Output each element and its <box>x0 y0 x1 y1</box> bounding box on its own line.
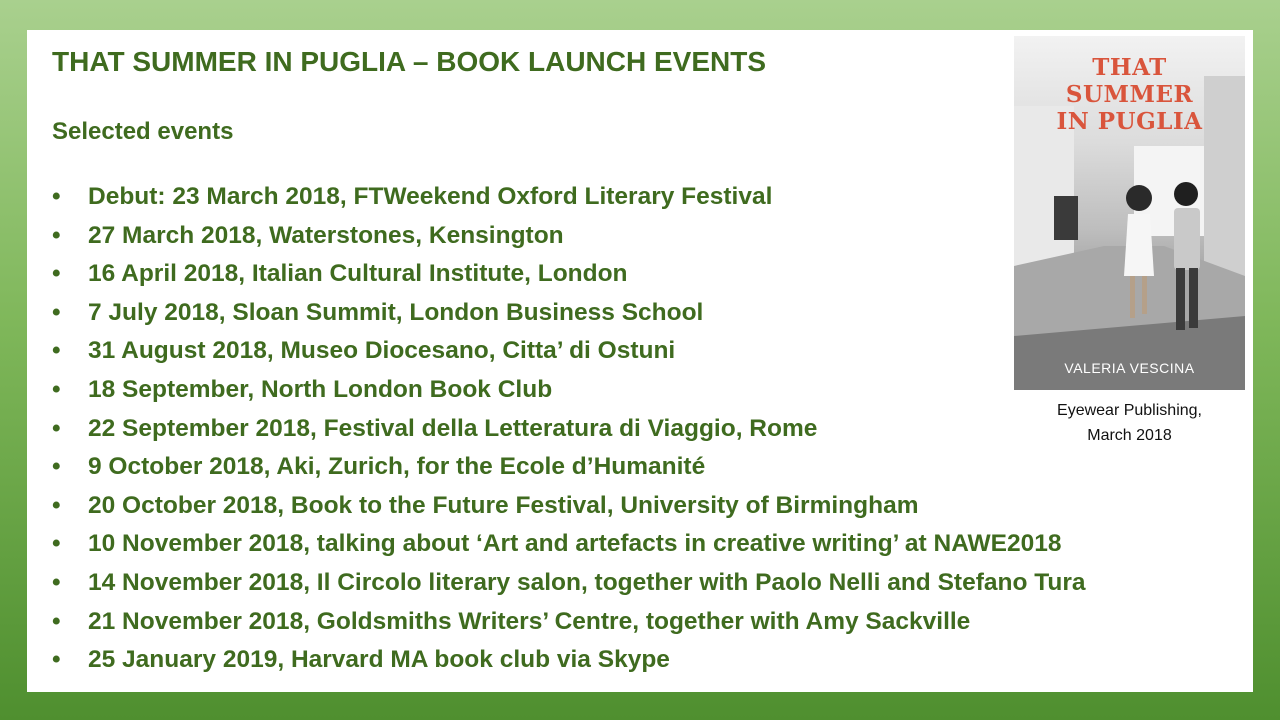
event-text: Debut: 23 March 2018, FTWeekend Oxford Literary Festival <box>88 183 773 210</box>
bullet-icon: • <box>52 646 61 674</box>
event-text: 21 November 2018, Goldsmiths Writers’ Centre, together with Amy Sackville <box>88 607 971 635</box>
man-leg <box>1189 268 1198 328</box>
caption-line: Eyewear Publishing, <box>1057 402 1202 419</box>
bullet-icon: • <box>52 298 61 326</box>
event-item <box>52 641 1086 680</box>
slide-title: THAT SUMMER IN PUGLIA – BOOK LAUNCH EVENTS <box>52 46 767 77</box>
doorway <box>1054 196 1078 240</box>
bullet-icon: • <box>52 260 61 288</box>
bullet-icon: • <box>52 607 61 635</box>
woman-leg <box>1130 276 1135 318</box>
event-text: 18 September, North London Book Club <box>88 375 553 403</box>
woman-leg <box>1142 276 1147 314</box>
event-text: 9 October 2018, Aki, Zurich, for the Ecole d’Humanité <box>88 453 706 481</box>
event-item <box>52 178 1086 217</box>
event-item <box>52 217 1086 256</box>
bullet-icon: • <box>52 530 61 558</box>
event-text: 31 August 2018, Museo Diocesano, Citta’ di Ostuni <box>88 337 676 365</box>
slide <box>27 30 1253 692</box>
event-item <box>52 525 1086 564</box>
event-item <box>52 487 1086 526</box>
event-item <box>52 564 1086 603</box>
bullet-icon: • <box>52 337 61 365</box>
woman-head <box>1126 185 1152 211</box>
slide-subtitle: Selected events <box>52 118 234 145</box>
cover-title-line: SUMMER <box>1065 81 1194 108</box>
book-cover-image <box>1014 36 1245 390</box>
man-head <box>1174 182 1198 206</box>
event-text: 14 November 2018, Il Circolo literary salon, together with Paolo Nelli and Stefano Tura <box>88 568 1086 596</box>
cover-caption <box>1014 398 1245 448</box>
woman-dress <box>1124 214 1154 276</box>
event-item <box>52 603 1086 642</box>
event-item <box>52 410 1086 449</box>
bullet-icon: • <box>52 491 61 519</box>
event-text: 22 September 2018, Festival della Letteratura di Viaggio, Rome <box>88 414 818 442</box>
event-text: 16 April 2018, Italian Cultural Institute, London <box>88 260 628 288</box>
event-item <box>52 448 1086 487</box>
event-text: 7 July 2018, Sloan Summit, London Business School <box>88 298 704 326</box>
bullet-icon: • <box>52 568 61 596</box>
event-text: 27 March 2018, Waterstones, Kensington <box>88 221 564 249</box>
event-item <box>52 332 1086 371</box>
bullet-icon: • <box>52 221 61 249</box>
cover-title-line: IN PUGLIA <box>1056 108 1203 135</box>
event-item <box>52 255 1086 294</box>
cover-title <box>1014 54 1245 135</box>
event-text: 25 January 2019, Harvard MA book club via Skype <box>88 646 670 674</box>
event-text: 10 November 2018, talking about ‘Art and artefacts in creative writing’ at NAWE2018 <box>88 530 1062 558</box>
man-leg <box>1176 268 1185 330</box>
man-shirt <box>1174 208 1200 270</box>
event-item <box>52 371 1086 410</box>
bullet-icon: • <box>52 453 61 481</box>
cover-author: VALERIA VESCINA <box>1064 360 1195 376</box>
event-item <box>52 294 1086 333</box>
events-list <box>52 178 1086 680</box>
bullet-icon: • <box>52 183 61 210</box>
cover-title-line: THAT <box>1092 54 1167 81</box>
bullet-icon: • <box>52 414 61 442</box>
caption-line: March 2018 <box>1087 427 1172 444</box>
bullet-icon: • <box>52 375 61 403</box>
event-text: 20 October 2018, Book to the Future Festival, University of Birmingham <box>88 491 919 519</box>
